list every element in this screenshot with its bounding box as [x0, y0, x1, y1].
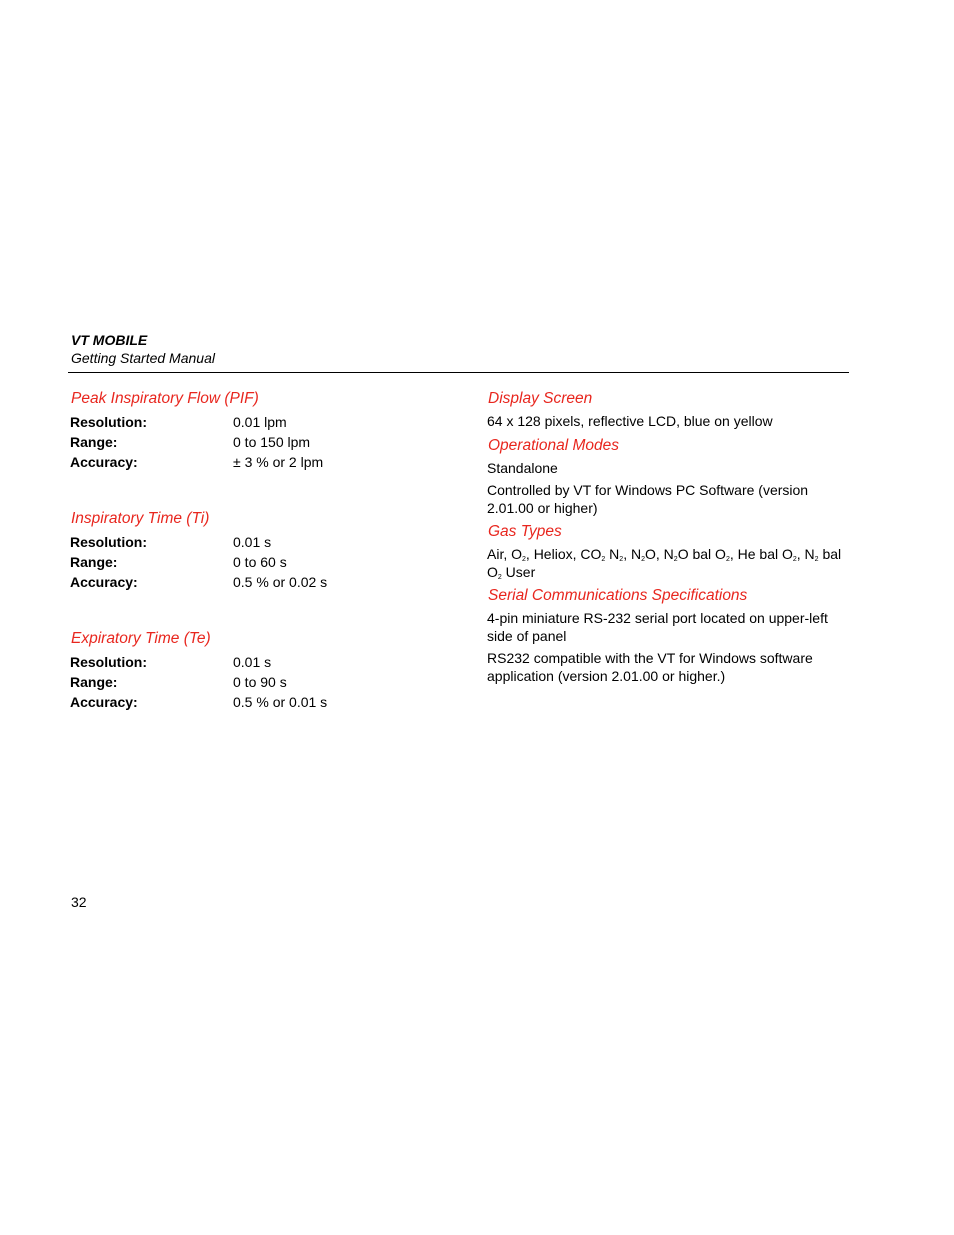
spec-row — [70, 432, 470, 452]
spec-label: Range: — [70, 434, 118, 450]
section-title: Operational Modes — [488, 436, 619, 454]
subscript: 2 — [673, 556, 678, 563]
paragraph: 64 x 128 pixels, reflective LCD, blue on yellow — [487, 413, 773, 429]
gas-text: , N — [623, 546, 642, 562]
section-title: Serial Communications Specifications — [488, 587, 748, 604]
spec-label: Range: — [70, 554, 118, 570]
spec-row — [70, 572, 470, 592]
gas-text: Air, O — [487, 546, 523, 562]
header-subtitle: Getting Started Manual — [71, 350, 215, 366]
spec-label: Accuracy: — [70, 574, 138, 590]
subscript: 2 — [497, 573, 502, 581]
section-display-screen — [487, 389, 849, 431]
subscript: 2 — [522, 556, 526, 563]
section-title: Inspiratory Time (Ti) — [71, 510, 210, 527]
gas-text: , He bal O — [729, 546, 793, 562]
section-serial-communications — [487, 586, 849, 685]
spec-label: Accuracy: — [70, 694, 138, 710]
right-column — [487, 389, 849, 690]
spec-value: ± 3 % or 2 lpm — [233, 454, 324, 470]
spec-row — [70, 692, 470, 712]
subscript: 2 — [601, 556, 606, 563]
gas-text: User — [501, 563, 536, 580]
spec-row — [70, 452, 470, 472]
subscript: 2 — [814, 556, 819, 563]
section-te — [70, 629, 470, 712]
section-title: Expiratory Time (Te) — [71, 630, 211, 647]
spec-value: 0 to 90 s — [233, 674, 287, 690]
subscript: 2 — [792, 556, 797, 563]
spec-label: Accuracy: — [70, 454, 138, 470]
spec-value: 0 to 60 s — [233, 554, 287, 570]
gas-text: O, N — [645, 546, 674, 562]
subscript: 2 — [725, 556, 730, 563]
paragraph: RS232 compatible with the VT for Windows software application (version 2.01.00 or higher.) — [487, 650, 813, 684]
paragraph: Controlled by VT for Windows PC Software (version 2.01.00 or higher) — [487, 482, 809, 516]
spec-label: Resolution: — [70, 414, 147, 430]
section-pif — [70, 389, 470, 472]
section-title: Peak Inspiratory Flow (PIF) — [71, 390, 259, 407]
header-title: VT MOBILE — [71, 332, 148, 348]
section-title: Gas Types — [488, 523, 562, 540]
section-title: Display Screen — [488, 390, 593, 407]
spec-value: 0.01 s — [233, 654, 272, 670]
page-number: 32 — [71, 894, 87, 910]
header-divider — [68, 372, 849, 373]
spec-row — [70, 552, 470, 572]
spec-value: 0.5 % or 0.01 s — [233, 694, 328, 710]
gas-text: , Heliox, CO — [525, 546, 602, 562]
section-operational-modes — [487, 436, 849, 518]
spec-label: Range: — [70, 674, 118, 690]
spec-label: Resolution: — [70, 654, 147, 670]
spec-row — [70, 412, 470, 432]
spec-value: 0 to 150 lpm — [233, 434, 311, 450]
spec-value: 0.01 s — [233, 534, 272, 550]
gas-text: bal O — [487, 546, 842, 580]
gas-types-list — [487, 546, 849, 581]
section-ti — [70, 509, 470, 592]
spec-value: 0.01 lpm — [233, 414, 287, 430]
gas-text: N — [605, 546, 620, 562]
gas-text: O bal O — [677, 546, 726, 562]
spec-label: Resolution: — [70, 534, 147, 550]
subscript: 2 — [641, 556, 645, 563]
paragraph: Standalone — [487, 459, 558, 476]
section-gas-types — [487, 522, 849, 581]
subscript: 2 — [619, 556, 624, 563]
left-column — [70, 389, 470, 712]
spec-value: 0.5 % or 0.02 s — [233, 574, 328, 590]
spec-row — [70, 652, 470, 672]
gas-text: , N — [796, 546, 815, 562]
spec-row — [70, 532, 470, 552]
spec-row — [70, 672, 470, 692]
paragraph: 4-pin miniature RS-232 serial port located on upper-left side of panel — [487, 610, 828, 644]
